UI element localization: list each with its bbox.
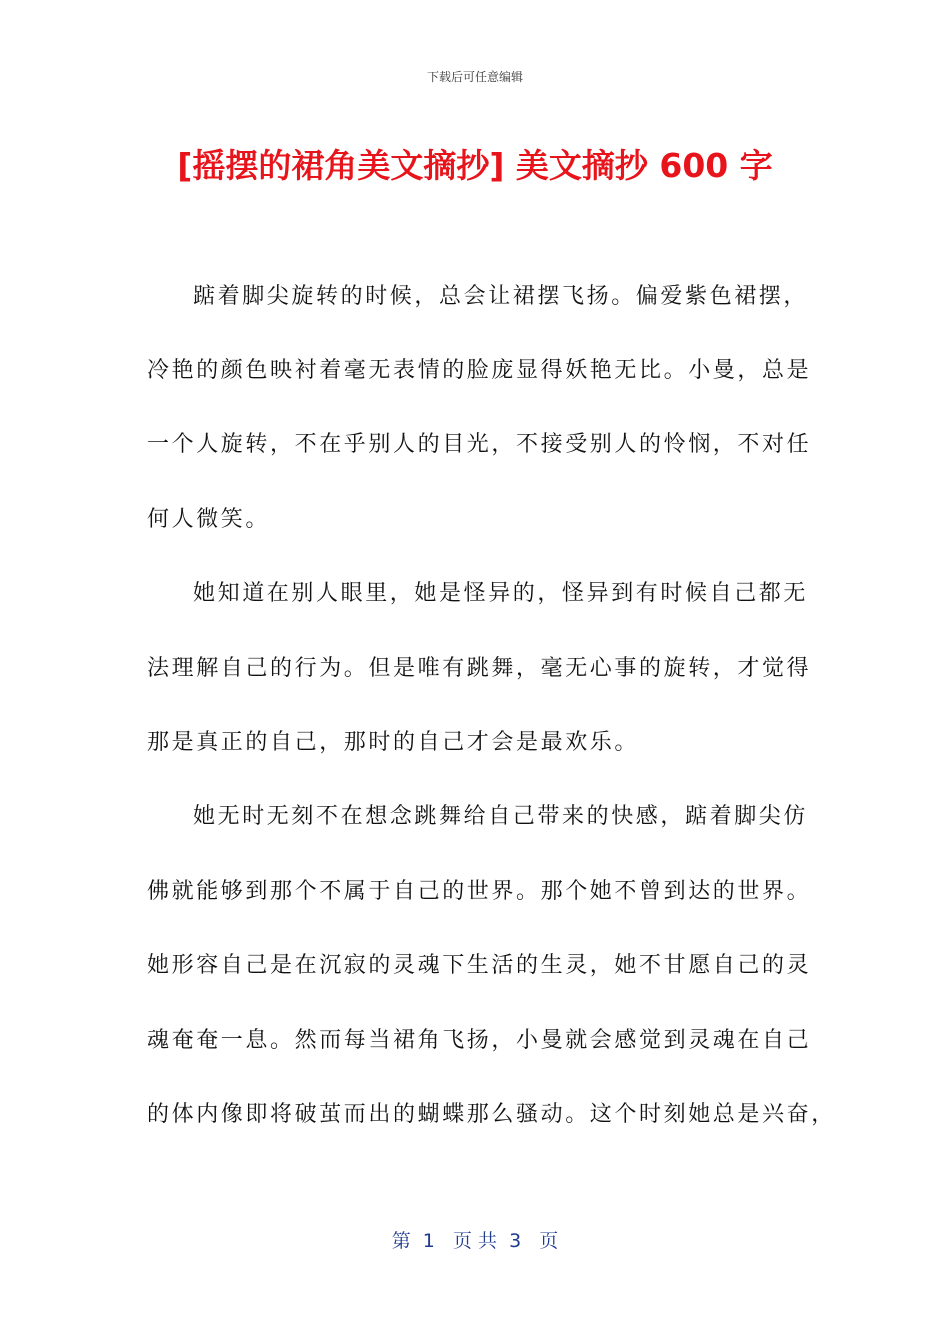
paragraph-line: 那是真正的自己，那时的自己才会是最欢乐。 xyxy=(147,730,640,755)
paragraph-line: 何人微笑。 xyxy=(147,507,271,532)
paragraph-line: 一个人旋转，不在乎别人的目光，不接受别人的怜悯，不对任 xyxy=(147,432,812,457)
page-footer: 第 1 页 共 3 页 xyxy=(391,1230,559,1252)
paragraph-line: 踮着脚尖旋转的时候，总会让裙摆飞扬。偏爱紫色裙摆， xyxy=(193,284,809,309)
paragraph-line: 她无时无刻不在想念跳舞给自己带来的快感，踮着脚尖仿 xyxy=(193,804,809,829)
document-title: [摇摆的裙角美文摘抄] 美文摘抄 600 字 xyxy=(177,146,773,185)
paragraph-line: 她知道在别人眼里，她是怪异的，怪异到有时候自己都无 xyxy=(193,581,809,606)
paragraph-line: 冷艳的颜色映衬着毫无表情的脸庞显得妖艳无比。小曼，总是 xyxy=(147,358,812,383)
paragraph-line: 的体内像即将破茧而出的蝴蝶那么骚动。这个时刻她总是兴奋， xyxy=(147,1102,836,1127)
header-note: 下载后可任意编辑 xyxy=(426,70,523,84)
paragraph-line: 她形容自己是在沉寂的灵魂下生活的生灵，她不甘愿自己的灵 xyxy=(147,953,812,978)
paragraph-line: 法理解自己的行为。但是唯有跳舞，毫无心事的旋转，才觉得 xyxy=(147,656,812,681)
paragraph-line: 佛就能够到那个不属于自己的世界。那个她不曾到达的世界。 xyxy=(147,879,812,904)
paragraph-line: 魂奄奄一息。然而每当裙角飞扬，小曼就会感觉到灵魂在自己 xyxy=(147,1028,812,1053)
